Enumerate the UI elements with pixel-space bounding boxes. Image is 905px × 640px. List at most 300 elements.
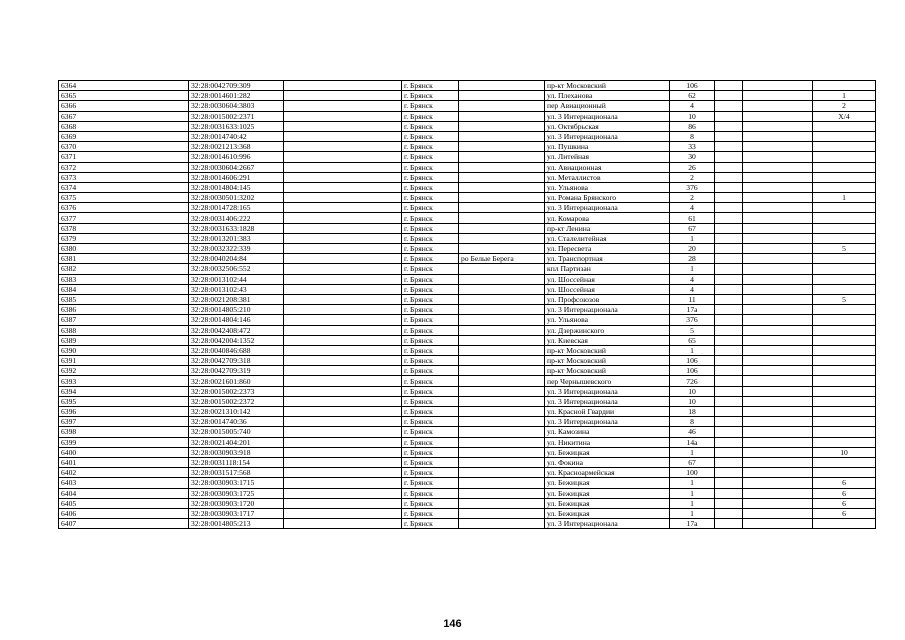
street-cell: пр-кт Ленина — [545, 223, 670, 233]
house-number-cell: 14а — [670, 437, 715, 447]
empty-cell — [284, 519, 402, 529]
table-row — [59, 172, 876, 182]
city-cell: г. Брянск — [402, 417, 459, 427]
empty-cell — [743, 111, 813, 121]
city-cell: г. Брянск — [402, 193, 459, 203]
empty-cell — [284, 356, 402, 366]
empty-cell — [743, 386, 813, 396]
table-row — [59, 396, 876, 406]
cadastral-number-cell: 32:28:0013102:44 — [189, 274, 284, 284]
district-cell — [459, 305, 545, 315]
empty-cell — [715, 162, 743, 172]
table-row — [59, 213, 876, 223]
street-cell: ул. Шоссейная — [545, 274, 670, 284]
empty-cell — [284, 427, 402, 437]
district-cell — [459, 386, 545, 396]
house-number-cell: 30 — [670, 152, 715, 162]
city-cell: г. Брянск — [402, 356, 459, 366]
empty-cell — [743, 457, 813, 467]
building-cell — [813, 519, 876, 529]
empty-cell — [284, 396, 402, 406]
building-cell: 5 — [813, 294, 876, 304]
table-row — [59, 284, 876, 294]
empty-cell — [743, 142, 813, 152]
city-cell: г. Брянск — [402, 244, 459, 254]
empty-cell — [284, 345, 402, 355]
empty-cell — [743, 437, 813, 447]
table-row — [59, 386, 876, 396]
street-cell: ул. 3 Интернационала — [545, 417, 670, 427]
empty-cell — [715, 264, 743, 274]
district-cell — [459, 356, 545, 366]
city-cell: г. Брянск — [402, 335, 459, 345]
empty-cell — [284, 305, 402, 315]
empty-cell — [284, 315, 402, 325]
city-cell: г. Брянск — [402, 111, 459, 121]
district-cell — [459, 264, 545, 274]
row-number-cell: 6384 — [59, 284, 189, 294]
row-number-cell: 6367 — [59, 111, 189, 121]
street-cell: ул. Бежицкая — [545, 447, 670, 457]
street-cell: ул. Камозина — [545, 427, 670, 437]
house-number-cell: 61 — [670, 213, 715, 223]
table-row — [59, 508, 876, 518]
building-cell: 2 — [813, 101, 876, 111]
street-cell: ул. Киевская — [545, 335, 670, 345]
house-number-cell: 4 — [670, 101, 715, 111]
empty-cell — [715, 121, 743, 131]
empty-cell — [284, 213, 402, 223]
street-cell: ул. 3 Интернационала — [545, 386, 670, 396]
empty-cell — [715, 498, 743, 508]
city-cell: г. Брянск — [402, 519, 459, 529]
building-cell — [813, 182, 876, 192]
building-cell — [813, 305, 876, 315]
street-cell: ул. 3 Интернационала — [545, 396, 670, 406]
row-number-cell: 6376 — [59, 203, 189, 213]
empty-cell — [743, 294, 813, 304]
building-cell — [813, 162, 876, 172]
empty-cell — [715, 193, 743, 203]
building-cell: 1 — [813, 91, 876, 101]
cadastral-number-cell: 32:28:0031118:154 — [189, 457, 284, 467]
row-number-cell: 6404 — [59, 488, 189, 498]
empty-cell — [715, 254, 743, 264]
empty-cell — [743, 498, 813, 508]
empty-cell — [743, 233, 813, 243]
empty-cell — [743, 366, 813, 376]
city-cell: г. Брянск — [402, 121, 459, 131]
building-cell — [813, 315, 876, 325]
address-registry-table — [58, 80, 876, 529]
table-row — [59, 233, 876, 243]
house-number-cell: 28 — [670, 254, 715, 264]
empty-cell — [743, 203, 813, 213]
empty-cell — [284, 203, 402, 213]
street-cell: ул. Транспортная — [545, 254, 670, 264]
empty-cell — [284, 81, 402, 91]
city-cell: г. Брянск — [402, 91, 459, 101]
street-cell: кпл Партизан — [545, 264, 670, 274]
district-cell — [459, 233, 545, 243]
empty-cell — [715, 182, 743, 192]
street-cell: ул. Романа Брянского — [545, 193, 670, 203]
row-number-cell: 6381 — [59, 254, 189, 264]
table-row — [59, 457, 876, 467]
cadastral-number-cell: 32:28:0014606:291 — [189, 172, 284, 182]
district-cell — [459, 111, 545, 121]
district-cell — [459, 81, 545, 91]
empty-cell — [743, 305, 813, 315]
empty-cell — [284, 142, 402, 152]
house-number-cell: 376 — [670, 182, 715, 192]
empty-cell — [715, 437, 743, 447]
street-cell: пер Авиационный — [545, 101, 670, 111]
district-cell — [459, 162, 545, 172]
empty-cell — [743, 81, 813, 91]
row-number-cell: 6379 — [59, 233, 189, 243]
street-cell: ул. Плеханова — [545, 91, 670, 101]
row-number-cell: 6406 — [59, 508, 189, 518]
building-cell: 6 — [813, 498, 876, 508]
row-number-cell: 6403 — [59, 478, 189, 488]
empty-cell — [284, 457, 402, 467]
district-cell — [459, 91, 545, 101]
cadastral-number-cell: 32:28:0032506:552 — [189, 264, 284, 274]
building-cell — [813, 121, 876, 131]
row-number-cell: 6378 — [59, 223, 189, 233]
empty-cell — [715, 244, 743, 254]
street-cell: ул. 3 Интернационала — [545, 203, 670, 213]
row-number-cell: 6407 — [59, 519, 189, 529]
street-cell: пр-кт Московский — [545, 345, 670, 355]
empty-cell — [743, 274, 813, 284]
empty-cell — [743, 131, 813, 141]
empty-cell — [743, 519, 813, 529]
empty-cell — [715, 508, 743, 518]
empty-cell — [715, 152, 743, 162]
row-number-cell: 6391 — [59, 356, 189, 366]
row-number-cell: 6374 — [59, 182, 189, 192]
empty-cell — [743, 213, 813, 223]
table-row — [59, 315, 876, 325]
street-cell: ул. Шоссейная — [545, 284, 670, 294]
table-row — [59, 417, 876, 427]
house-number-cell: 4 — [670, 274, 715, 284]
cadastral-number-cell: 32:28:0040846:688 — [189, 345, 284, 355]
city-cell: г. Брянск — [402, 407, 459, 417]
row-number-cell: 6371 — [59, 152, 189, 162]
house-number-cell: 17а — [670, 305, 715, 315]
empty-cell — [715, 407, 743, 417]
empty-cell — [715, 396, 743, 406]
building-cell — [813, 152, 876, 162]
house-number-cell: 2 — [670, 172, 715, 182]
city-cell: г. Брянск — [402, 468, 459, 478]
empty-cell — [743, 356, 813, 366]
cadastral-number-cell: 32:28:0021601:860 — [189, 376, 284, 386]
empty-cell — [715, 172, 743, 182]
row-number-cell: 6390 — [59, 345, 189, 355]
cadastral-number-cell: 32:28:0042408:472 — [189, 325, 284, 335]
building-cell: Х/4 — [813, 111, 876, 121]
house-number-cell: 26 — [670, 162, 715, 172]
city-cell: г. Брянск — [402, 294, 459, 304]
district-cell — [459, 396, 545, 406]
building-cell — [813, 131, 876, 141]
district-cell — [459, 182, 545, 192]
house-number-cell: 2 — [670, 193, 715, 203]
district-cell — [459, 508, 545, 518]
street-cell: ул. Никитина — [545, 437, 670, 447]
street-cell: ул. Красной Гвардии — [545, 407, 670, 417]
empty-cell — [715, 488, 743, 498]
house-number-cell: 106 — [670, 366, 715, 376]
house-number-cell: 1 — [670, 478, 715, 488]
building-cell — [813, 396, 876, 406]
empty-cell — [284, 508, 402, 518]
empty-cell — [715, 478, 743, 488]
district-cell — [459, 519, 545, 529]
building-cell: 5 — [813, 244, 876, 254]
row-number-cell: 6402 — [59, 468, 189, 478]
table-row — [59, 488, 876, 498]
street-cell: ул. Пересвета — [545, 244, 670, 254]
row-number-cell: 6383 — [59, 274, 189, 284]
empty-cell — [284, 498, 402, 508]
building-cell: 1 — [813, 193, 876, 203]
street-cell: ул. Ульянова — [545, 182, 670, 192]
row-number-cell: 6397 — [59, 417, 189, 427]
building-cell: 6 — [813, 478, 876, 488]
table-row — [59, 345, 876, 355]
district-cell — [459, 284, 545, 294]
empty-cell — [284, 366, 402, 376]
row-number-cell: 6395 — [59, 396, 189, 406]
empty-cell — [743, 254, 813, 264]
district-cell — [459, 121, 545, 131]
district-cell — [459, 193, 545, 203]
house-number-cell: 1 — [670, 345, 715, 355]
building-cell — [813, 457, 876, 467]
district-cell — [459, 152, 545, 162]
house-number-cell: 67 — [670, 223, 715, 233]
house-number-cell: 8 — [670, 417, 715, 427]
empty-cell — [743, 152, 813, 162]
cadastral-number-cell: 32:28:0014805:213 — [189, 519, 284, 529]
street-cell: ул. Бежицкая — [545, 508, 670, 518]
empty-cell — [284, 193, 402, 203]
empty-cell — [715, 345, 743, 355]
house-number-cell: 10 — [670, 111, 715, 121]
street-cell: ул. Авиационная — [545, 162, 670, 172]
street-cell: пр-кт Московский — [545, 356, 670, 366]
empty-cell — [743, 223, 813, 233]
empty-cell — [715, 91, 743, 101]
table-row — [59, 478, 876, 488]
house-number-cell: 1 — [670, 508, 715, 518]
district-cell — [459, 376, 545, 386]
building-cell — [813, 203, 876, 213]
street-cell: ул. Октябрьская — [545, 121, 670, 131]
city-cell: г. Брянск — [402, 366, 459, 376]
empty-cell — [715, 294, 743, 304]
empty-cell — [715, 356, 743, 366]
empty-cell — [743, 417, 813, 427]
empty-cell — [715, 223, 743, 233]
building-cell — [813, 386, 876, 396]
district-cell — [459, 478, 545, 488]
table-row — [59, 498, 876, 508]
row-number-cell: 6372 — [59, 162, 189, 172]
table-row — [59, 519, 876, 529]
empty-cell — [284, 111, 402, 121]
district-cell — [459, 417, 545, 427]
empty-cell — [284, 223, 402, 233]
row-number-cell: 6368 — [59, 121, 189, 131]
empty-cell — [743, 284, 813, 294]
cadastral-number-cell: 32:28:0030604:3803 — [189, 101, 284, 111]
empty-cell — [284, 284, 402, 294]
empty-cell — [715, 417, 743, 427]
city-cell: г. Брянск — [402, 345, 459, 355]
house-number-cell: 62 — [670, 91, 715, 101]
row-number-cell: 6365 — [59, 91, 189, 101]
empty-cell — [284, 325, 402, 335]
cadastral-number-cell: 32:28:0015002:2371 — [189, 111, 284, 121]
city-cell: г. Брянск — [402, 233, 459, 243]
district-cell — [459, 274, 545, 284]
empty-cell — [715, 519, 743, 529]
empty-cell — [284, 468, 402, 478]
empty-cell — [715, 447, 743, 457]
cadastral-number-cell: 32:28:0030903:918 — [189, 447, 284, 457]
cadastral-number-cell: 32:28:0014601:282 — [189, 91, 284, 101]
house-number-cell: 4 — [670, 284, 715, 294]
city-cell: г. Брянск — [402, 274, 459, 284]
table-row — [59, 335, 876, 345]
district-cell: ро Белые Берега — [459, 254, 545, 264]
cadastral-number-cell: 32:28:0014610:996 — [189, 152, 284, 162]
building-cell — [813, 356, 876, 366]
empty-cell — [715, 274, 743, 284]
street-cell: ул. 3 Интернационала — [545, 519, 670, 529]
city-cell: г. Брянск — [402, 264, 459, 274]
empty-cell — [284, 274, 402, 284]
table-row — [59, 468, 876, 478]
building-cell — [813, 284, 876, 294]
table-row — [59, 101, 876, 111]
building-cell — [813, 81, 876, 91]
building-cell — [813, 468, 876, 478]
empty-cell — [715, 315, 743, 325]
row-number-cell: 6382 — [59, 264, 189, 274]
district-cell — [459, 437, 545, 447]
building-cell — [813, 274, 876, 284]
city-cell: г. Брянск — [402, 305, 459, 315]
house-number-cell: 100 — [670, 468, 715, 478]
house-number-cell: 11 — [670, 294, 715, 304]
table-row — [59, 366, 876, 376]
table-row — [59, 223, 876, 233]
empty-cell — [715, 427, 743, 437]
table-row — [59, 274, 876, 284]
table-row — [59, 203, 876, 213]
district-cell — [459, 407, 545, 417]
table-row — [59, 447, 876, 457]
row-number-cell: 6389 — [59, 335, 189, 345]
empty-cell — [284, 91, 402, 101]
empty-cell — [743, 376, 813, 386]
house-number-cell: 106 — [670, 356, 715, 366]
empty-cell — [743, 193, 813, 203]
empty-cell — [715, 305, 743, 315]
building-cell — [813, 417, 876, 427]
street-cell: ул. Дзержинского — [545, 325, 670, 335]
cadastral-number-cell: 32:28:0032322:339 — [189, 244, 284, 254]
row-number-cell: 6377 — [59, 213, 189, 223]
district-cell — [459, 468, 545, 478]
city-cell: г. Брянск — [402, 131, 459, 141]
city-cell: г. Брянск — [402, 376, 459, 386]
empty-cell — [284, 488, 402, 498]
building-cell: 6 — [813, 488, 876, 498]
street-cell: ул. Сталелитейная — [545, 233, 670, 243]
district-cell — [459, 203, 545, 213]
cadastral-number-cell: 32:28:0030604:2667 — [189, 162, 284, 172]
cadastral-number-cell: 32:28:0030903:1725 — [189, 488, 284, 498]
cadastral-number-cell: 32:28:0042709:318 — [189, 356, 284, 366]
cadastral-number-cell: 32:28:0015005:740 — [189, 427, 284, 437]
table-row — [59, 131, 876, 141]
table-row — [59, 376, 876, 386]
street-cell: пр-кт Московский — [545, 366, 670, 376]
empty-cell — [743, 427, 813, 437]
row-number-cell: 6366 — [59, 101, 189, 111]
row-number-cell: 6387 — [59, 315, 189, 325]
city-cell: г. Брянск — [402, 172, 459, 182]
row-number-cell: 6394 — [59, 386, 189, 396]
empty-cell — [284, 447, 402, 457]
row-number-cell: 6364 — [59, 81, 189, 91]
city-cell: г. Брянск — [402, 162, 459, 172]
empty-cell — [743, 172, 813, 182]
empty-cell — [743, 488, 813, 498]
table-row — [59, 264, 876, 274]
table-row — [59, 162, 876, 172]
district-cell — [459, 131, 545, 141]
street-cell: ул. Бежицкая — [545, 488, 670, 498]
table-row — [59, 91, 876, 101]
cadastral-number-cell: 32:28:0014805:210 — [189, 305, 284, 315]
empty-cell — [715, 233, 743, 243]
building-cell — [813, 376, 876, 386]
empty-cell — [715, 81, 743, 91]
house-number-cell: 33 — [670, 142, 715, 152]
table-row — [59, 356, 876, 366]
house-number-cell: 10 — [670, 386, 715, 396]
cadastral-number-cell: 32:28:0042709:319 — [189, 366, 284, 376]
building-cell — [813, 264, 876, 274]
cadastral-number-cell: 32:28:0013102:43 — [189, 284, 284, 294]
house-number-cell: 726 — [670, 376, 715, 386]
district-cell — [459, 315, 545, 325]
empty-cell — [284, 294, 402, 304]
empty-cell — [715, 284, 743, 294]
building-cell: 6 — [813, 508, 876, 518]
city-cell: г. Брянск — [402, 254, 459, 264]
empty-cell — [743, 101, 813, 111]
